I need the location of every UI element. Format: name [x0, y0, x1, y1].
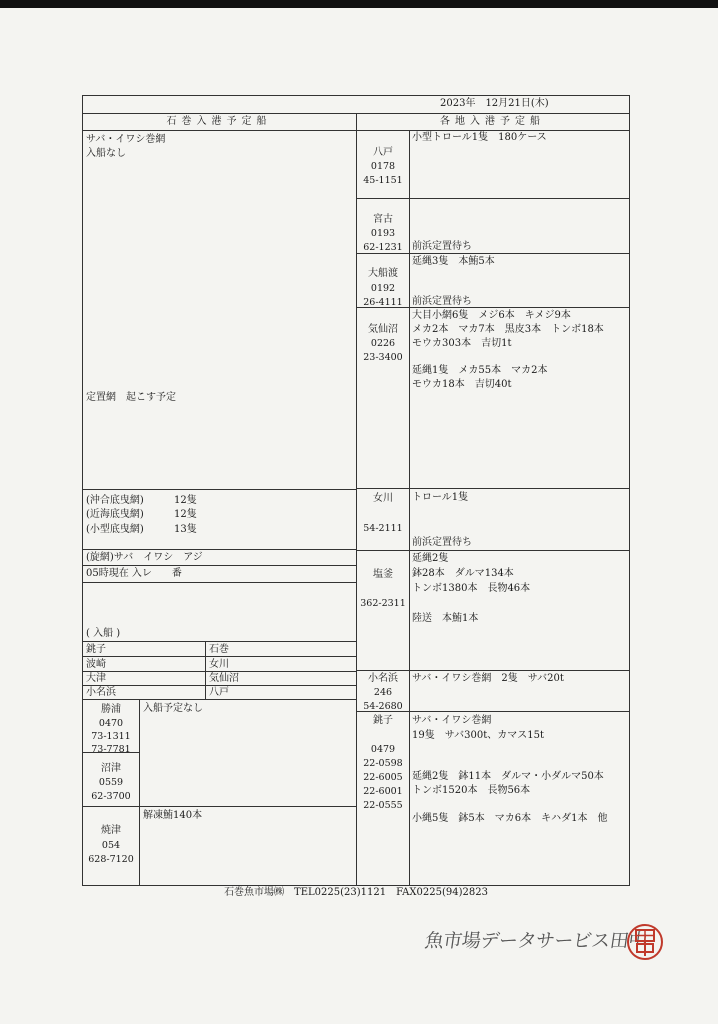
kinkai-label: (近海底曳網): [86, 509, 144, 520]
port-name: 銚子: [373, 715, 393, 726]
kinkai-count: 12隻: [174, 509, 197, 520]
port-note: 小型トロール1隻 180ケース: [412, 132, 547, 143]
south-port-tel: 62-3700: [91, 791, 131, 802]
port-note: メカ2本 マカ7本 黒皮3本 トンボ18本: [412, 324, 604, 335]
port-tel: 23-3400: [363, 352, 403, 363]
port-name: 大船渡: [368, 268, 398, 279]
port-name: 女川: [373, 493, 393, 504]
port-tel: 22-6005: [363, 772, 403, 783]
port-tel: 26-4111: [363, 297, 403, 308]
south-port-tel: 628-7120: [88, 854, 134, 865]
tanaka-seal-icon: [625, 922, 665, 962]
ishinomaki-nyusen: 入船なし: [86, 148, 126, 159]
port-cell: 石巻: [209, 644, 229, 655]
south-port-name: 勝浦: [101, 704, 121, 715]
port-cell: 女川: [209, 659, 229, 670]
port-name: 塩釜: [373, 569, 393, 580]
south-port-tel: 054: [101, 840, 121, 851]
makiami-time: 05時現在 入レ 番: [86, 568, 182, 579]
port-note: 前浜定置待ち: [412, 296, 472, 307]
port-tel: 54-2680: [363, 701, 403, 712]
ishinomaki-header: 石巻入港予定船: [166, 116, 272, 127]
south-port-name: 沼津: [101, 763, 121, 774]
kakuchi-header: 各地入港予定船: [440, 116, 545, 127]
okiai-label: (沖合底曳網): [86, 495, 144, 506]
port-tel: 362-2311: [360, 598, 406, 609]
report-date: 2023年 12月21日(木): [440, 98, 549, 109]
port-name: 気仙沼: [368, 324, 398, 335]
port-note: 前浜定置待ち: [412, 241, 472, 252]
port-cell: 波崎: [86, 659, 106, 670]
port-tel: 45-1151: [363, 175, 403, 186]
port-note: 小縄5隻 鉢5本 マカ6本 キハダ1本 他: [412, 813, 608, 824]
port-note: モウカ18本 吉切40t: [412, 379, 512, 390]
port-note: 19隻 サバ300t、カマス15t: [412, 730, 544, 741]
port-tel: 22-6001: [363, 786, 403, 797]
port-note: トンボ1380本 長物46本: [412, 583, 531, 594]
footer-contact: 石巻魚市場㈱ TEL0225(23)1121 FAX0225(94)2823: [224, 887, 488, 898]
kogata-count: 13隻: [174, 524, 197, 535]
south-port-note: 入船予定なし: [143, 703, 203, 714]
port-note: サバ・イワシ巻網: [412, 715, 492, 726]
port-tel: 62-1231: [363, 242, 403, 253]
port-note: 延縄2隻 鉢11本 ダルマ・小ダルマ50本: [412, 771, 604, 782]
port-note: 前浜定置待ち: [412, 537, 472, 548]
port-tel: 0178: [370, 161, 396, 172]
ishinomaki-makiami: サバ・イワシ巻網: [86, 134, 166, 145]
port-note: 延縄2隻: [412, 553, 449, 564]
port-cell: 気仙沼: [209, 673, 239, 684]
port-cell: 小名浜: [86, 687, 116, 698]
makiami-label: (旋網)サバ イワシ アジ: [86, 552, 203, 563]
port-tel: 0479: [370, 744, 396, 755]
south-port-tel: 0470: [98, 718, 124, 729]
port-name: 小名浜: [368, 673, 398, 684]
port-cell: 八戸: [209, 687, 229, 698]
port-tel: 0192: [370, 283, 396, 294]
brand-signature: 魚市場データサービス田中: [423, 930, 649, 952]
port-note: 大目小網6隻 メジ6本 キメジ9本: [412, 310, 571, 321]
teichi-ami-note: 定置網 起こす予定: [86, 392, 176, 403]
south-port-tel: 0559: [98, 777, 124, 788]
south-port-name: 焼津: [101, 825, 121, 836]
port-cell: 銚子: [86, 644, 106, 655]
port-name: 八戸: [373, 147, 393, 158]
port-tel: 22-0598: [363, 758, 403, 769]
port-note: サバ・イワシ巻網 2隻 サバ20t: [412, 673, 564, 684]
port-note: 延縄3隻 本鮪5本: [412, 256, 495, 267]
port-note: 鉢28本 ダルマ134本: [412, 568, 514, 579]
port-cell: 大津: [86, 673, 106, 684]
port-note: 陸送 本鮪1本: [412, 613, 479, 624]
port-tel: 0193: [370, 228, 396, 239]
south-port-tel: 73-1311: [91, 731, 131, 742]
port-name: 宮古: [373, 214, 393, 225]
port-tel: 22-0555: [363, 800, 403, 811]
south-port-note: 解凍鮪140本: [143, 810, 203, 821]
okiai-count: 12隻: [174, 495, 197, 506]
port-tel: 246: [373, 687, 393, 698]
port-note: トロール1隻: [412, 492, 469, 503]
port-tel: 54-2111: [363, 523, 403, 534]
nyusen-label: ( 入船 ): [86, 628, 121, 639]
port-note: 延縄1隻 メカ55本 マカ2本: [412, 365, 548, 376]
port-tel: 0226: [370, 338, 396, 349]
port-note: トンボ1520本 長物56本: [412, 785, 531, 796]
south-port-tel: 73-7781: [91, 744, 131, 755]
port-note: モウカ303本 吉切1t: [412, 338, 512, 349]
kogata-label: (小型底曳網): [86, 524, 144, 535]
